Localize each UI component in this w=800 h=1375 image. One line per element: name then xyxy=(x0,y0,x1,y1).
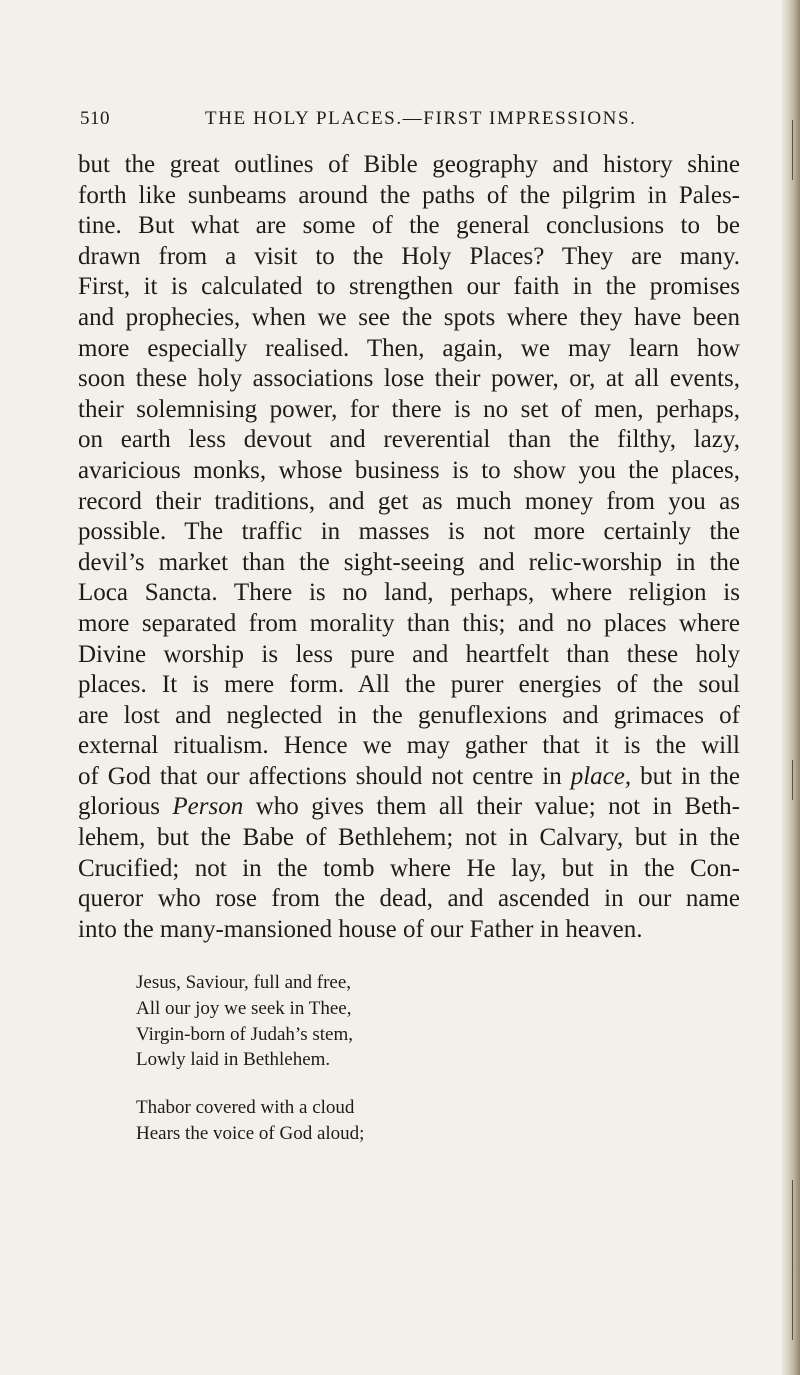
text-line: First, it is calculated to strengthen our faith in the promises xyxy=(78,273,740,301)
text-fragment: glorious xyxy=(78,793,173,821)
verse-line: Lowly laid in Bethlehem. xyxy=(136,1049,331,1071)
verse-line: Jesus, Saviour, full and free, xyxy=(136,972,352,993)
page-edge-shadow xyxy=(782,0,800,1375)
body-paragraph xyxy=(78,150,740,945)
text-fragment: but in the xyxy=(631,762,740,790)
text-line: record their traditions, and get as much money from you as xyxy=(78,487,740,515)
edge-mark xyxy=(792,1180,793,1340)
text-line: Divine worship is less pure and heartfelt than these holy xyxy=(78,640,740,668)
verse-line: All our joy we seek in Thee, xyxy=(136,997,352,1019)
text-line: more especially realised. Then, again, we may learn how xyxy=(78,334,740,362)
text-line: into the many-mansioned house of our Father in heaven. xyxy=(78,915,643,943)
verse-line: Hears the voice of God aloud; xyxy=(136,1122,365,1144)
text-line: avaricious monks, whose business is to show you the places, xyxy=(78,456,740,484)
text-fragment: of God that our affections should not centre in xyxy=(78,762,571,790)
text-line: external ritualism. Hence we may gather that it is the will xyxy=(78,732,740,760)
text-line: Loca Sancta. There is no land, perhaps, where religion is xyxy=(78,579,740,607)
text-line: and prophecies, when we see the spots where they have been xyxy=(78,303,740,331)
emphasis-place: place, xyxy=(570,762,632,790)
hymn-verse xyxy=(136,970,696,1169)
running-head: THE HOLY PLACES.—FIRST IMPRESSIONS. xyxy=(205,108,637,129)
text-line: tine. But what are some of the general conclusions to be xyxy=(78,212,740,240)
stanza xyxy=(136,1095,696,1147)
text-line: lehem, but the Babe of Bethlehem; not in Calvary, but in the xyxy=(78,824,740,852)
text-line: forth like sunbeams around the paths of the pilgrim in Pales- xyxy=(78,181,740,209)
text-line-with-emphasis xyxy=(78,792,740,823)
text-fragment: who gives them all their value; not in Beth- xyxy=(243,793,740,821)
verse-line: Thabor covered with a cloud xyxy=(136,1097,355,1119)
text-line: places. It is mere form. All the purer energies of the soul xyxy=(78,671,740,699)
page-number: 510 xyxy=(80,108,110,129)
text-line: possible. The traffic in masses is not more certainly the xyxy=(78,518,740,546)
text-line: their solemnising power, for there is no set of men, perhaps, xyxy=(78,395,740,423)
text-line: on earth less devout and reverential than the filthy, lazy, xyxy=(78,426,740,454)
verse-line: Virgin-born of Judah’s stem, xyxy=(136,1023,353,1045)
text-line: but the great outlines of Bible geography and history shine xyxy=(78,151,740,178)
emphasis-person: Person xyxy=(172,793,244,821)
edge-mark xyxy=(792,760,793,800)
text-line: queror who rose from the dead, and ascended in our name xyxy=(78,885,740,913)
text-line: Crucified; not in the tomb where He lay, but in the Con- xyxy=(78,854,740,882)
edge-mark xyxy=(792,120,793,180)
page-header xyxy=(80,108,740,134)
text-line: are lost and neglected in the genuflexions and grimaces of xyxy=(78,701,740,729)
stanza xyxy=(136,970,696,1073)
text-line: soon these holy associations lose their power, or, at all events, xyxy=(78,365,740,393)
text-line: devil’s market than the sight-seeing and relic-worship in the xyxy=(78,548,740,576)
text-line: drawn from a visit to the Holy Places? They are many. xyxy=(78,242,740,270)
text-line-with-emphasis xyxy=(78,762,740,793)
text-line: more separated from morality than this; and no places where xyxy=(78,609,740,637)
